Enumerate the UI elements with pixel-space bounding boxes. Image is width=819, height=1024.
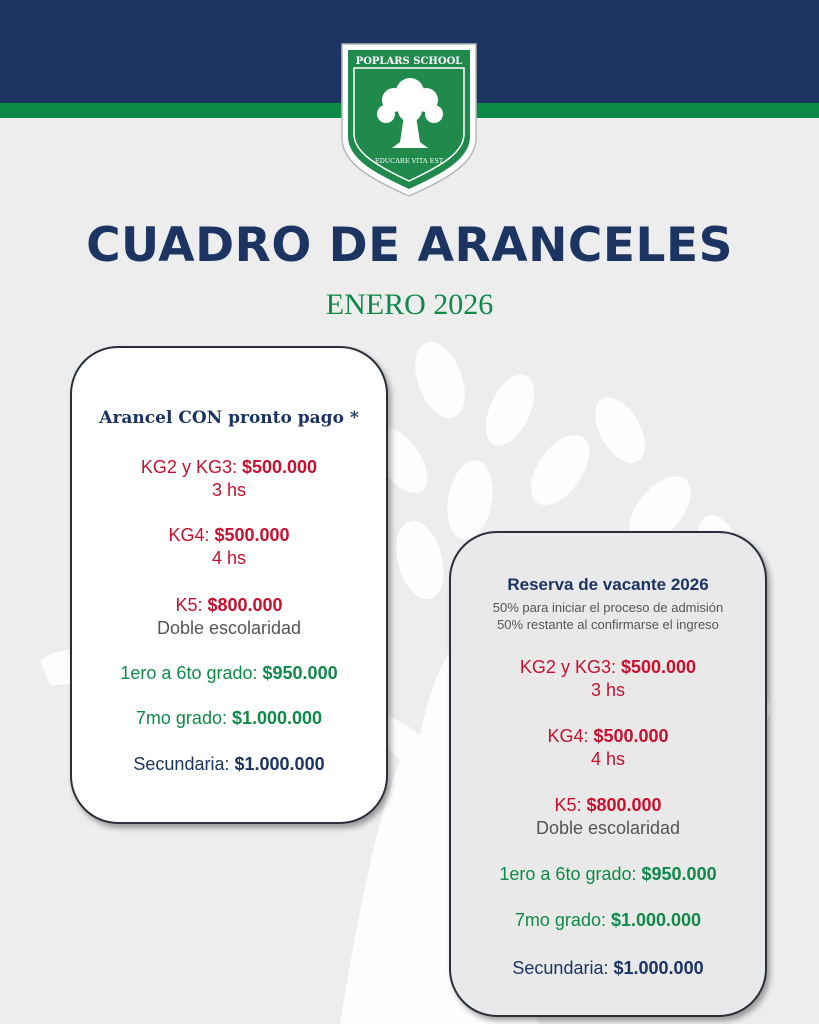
fee-detail: Doble escolaridad	[156, 618, 302, 638]
fee-price: $1.000.000	[231, 708, 323, 728]
fee-row-kg2-kg3	[72, 456, 386, 479]
page-subtitle: ENERO 2026	[325, 288, 494, 321]
fee-price: $950.000	[641, 864, 717, 884]
card-title: Arancel CON pronto pago *	[99, 408, 359, 428]
fee-label: 1ero a 6to grado:	[120, 663, 258, 683]
fee-row-primaria	[72, 662, 386, 685]
pronto-pago-card	[70, 346, 388, 824]
fee-detail: Doble escolaridad	[535, 818, 681, 838]
fee-row-7mo	[72, 707, 386, 730]
fee-label: Secundaria:	[512, 958, 609, 978]
fee-detail: 3 hs	[211, 480, 247, 500]
fee-price: $500.000	[593, 726, 669, 746]
fee-row-primaria	[451, 863, 765, 886]
fee-label: 7mo grado:	[514, 910, 606, 930]
fee-price: $1.000.000	[613, 958, 704, 978]
page-title: CUADRO DE ARANCELES	[86, 218, 733, 273]
fee-label: 7mo grado:	[135, 708, 227, 728]
fee-label: KG2 y KG3:	[519, 657, 616, 677]
fee-price: $800.000	[207, 595, 283, 615]
fee-label: KG4:	[547, 726, 589, 746]
fee-label: 1ero a 6to grado:	[499, 864, 637, 884]
fee-row-7mo	[451, 909, 765, 932]
fee-row-k5	[72, 594, 386, 617]
card-note-2: 50% restante al confirmarse el ingreso	[497, 617, 719, 632]
fee-row-kg4	[72, 524, 386, 547]
reserva-vacante-card	[449, 531, 767, 1017]
fee-label: Secundaria:	[133, 754, 230, 774]
card-title: Reserva de vacante 2026	[507, 575, 709, 594]
fee-detail: 4 hs	[590, 749, 626, 769]
fee-detail: 3 hs	[590, 680, 626, 700]
crest-top-text: POPLARS SCHOOL	[355, 56, 463, 67]
fee-row-k5	[451, 794, 765, 817]
crest-motto: EDUCARE VITA EST	[374, 157, 444, 165]
school-crest-icon	[340, 42, 478, 198]
fee-price: $500.000	[620, 657, 697, 677]
fee-price: $800.000	[586, 795, 662, 815]
fee-row-kg2-kg3	[451, 656, 765, 679]
fee-price: $500.000	[214, 525, 290, 545]
fee-label: K5:	[175, 595, 203, 615]
fee-price: $500.000	[241, 457, 318, 477]
fee-row-secundaria	[72, 753, 386, 776]
fee-label: KG4:	[168, 525, 210, 545]
fee-row-secundaria	[451, 957, 765, 980]
card-note-1: 50% para iniciar el proceso de admisión	[492, 600, 724, 615]
fee-label: K5:	[554, 795, 582, 815]
fee-price: $950.000	[262, 663, 338, 683]
fee-row-kg4	[451, 725, 765, 748]
fee-price: $1.000.000	[234, 754, 325, 774]
fee-label: KG2 y KG3:	[140, 457, 237, 477]
fee-price: $1.000.000	[610, 910, 702, 930]
fee-detail: 4 hs	[211, 548, 247, 568]
